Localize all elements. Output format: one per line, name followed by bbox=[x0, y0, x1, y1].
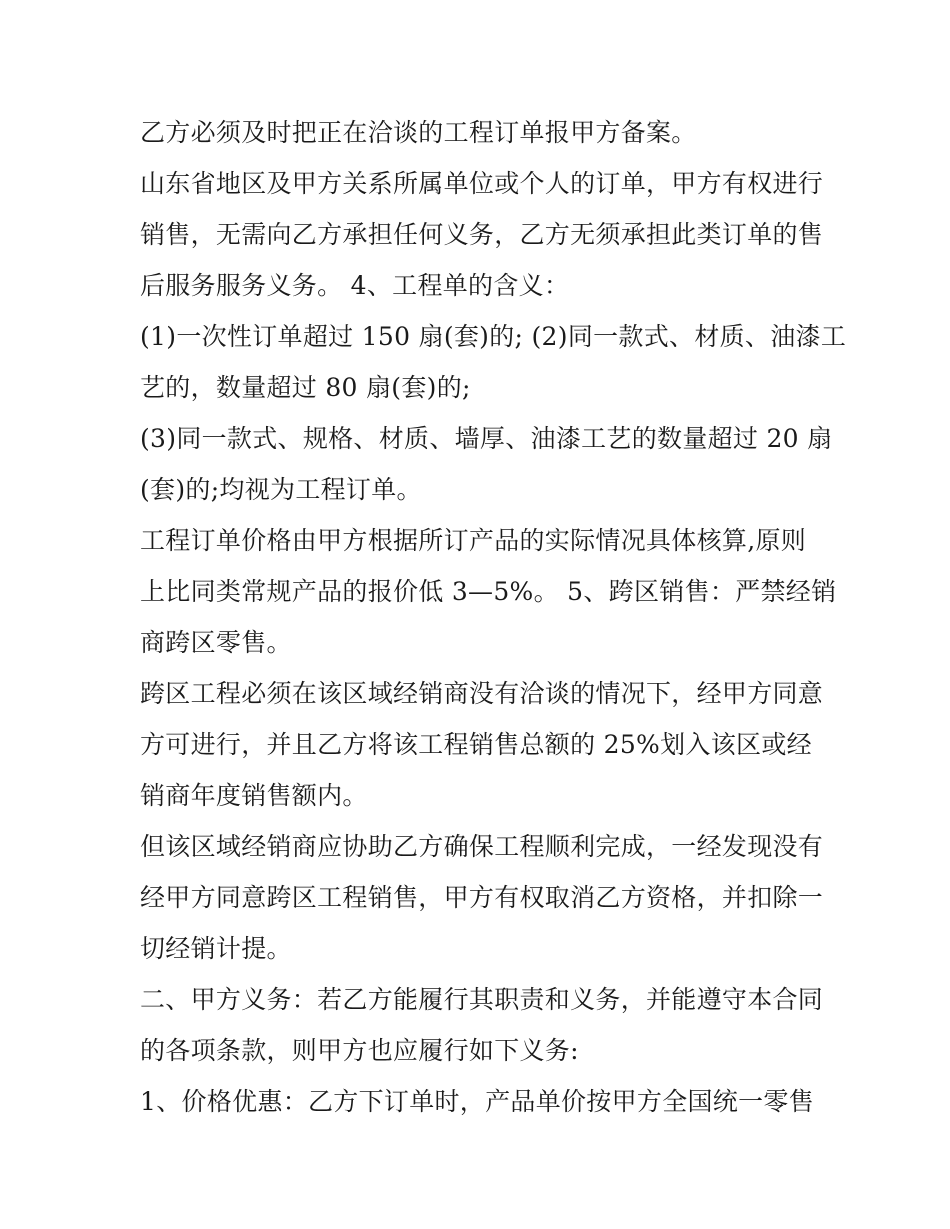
text-line: 艺的，数量超过 80 扇(套)的; bbox=[140, 373, 471, 402]
text-line: 销商年度销售额内。 bbox=[140, 781, 368, 810]
text-line: (3)同一款式、规格、材质、墙厚、油漆工艺的数量超过 20 扇 bbox=[140, 424, 833, 453]
text-line: 1、价格优惠：乙方下订单时，产品单价按甲方全国统一零售 bbox=[140, 1087, 815, 1116]
text-line: 工程订单价格由甲方根据所订产品的实际情况具体核算,原则 bbox=[140, 526, 807, 555]
text-line: (1)一次性订单超过 150 扇(套)的; (2)同一款式、材质、油漆工 bbox=[140, 322, 847, 351]
text-line: 但该区域经销商应协助乙方确保工程顺利完成，一经发现没有 bbox=[140, 832, 824, 861]
text-line: 经甲方同意跨区工程销售，甲方有权取消乙方资格，并扣除一 bbox=[140, 883, 824, 912]
text-line: 乙方必须及时把正在洽谈的工程订单报甲方备案。 bbox=[140, 118, 697, 147]
text-line: 方可进行，并且乙方将该工程销售总额的 25%划入该区或经 bbox=[140, 730, 812, 759]
text-line: (套)的;均视为工程订单。 bbox=[140, 475, 422, 504]
text-line: 的各项条款，则甲方也应履行如下义务: bbox=[140, 1036, 579, 1065]
text-line: 跨区工程必须在该区域经销商没有洽谈的情况下，经甲方同意 bbox=[140, 679, 824, 708]
text-line: 切经销计提。 bbox=[140, 934, 292, 963]
text-line: 后服务服务义务。 4、工程单的含义： bbox=[140, 271, 570, 300]
text-line: 山东省地区及甲方关系所属单位或个人的订单，甲方有权进行 bbox=[140, 169, 824, 198]
contract-text bbox=[140, 107, 847, 1127]
text-line: 销售，无需向乙方承担任何义务，乙方无须承担此类订单的售 bbox=[140, 220, 824, 249]
text-line: 商跨区零售。 bbox=[140, 628, 292, 657]
text-line: 二、甲方义务：若乙方能履行其职责和义务，并能遵守本合同 bbox=[140, 985, 824, 1014]
text-line: 上比同类常规产品的报价低 3—5%。 5、跨区销售：严禁经销 bbox=[140, 577, 837, 606]
